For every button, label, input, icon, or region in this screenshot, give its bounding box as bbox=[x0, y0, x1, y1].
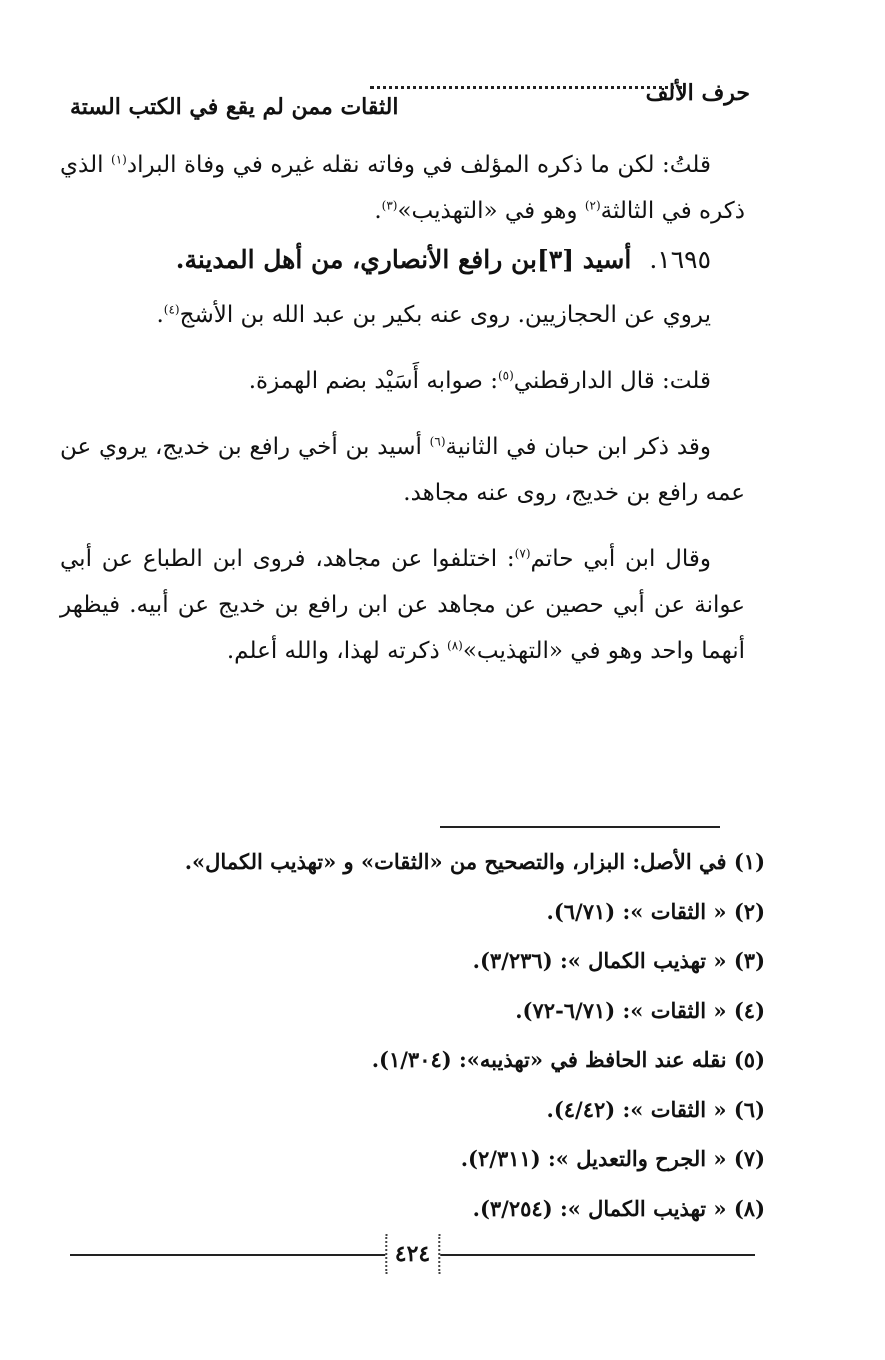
footnote-ref-2: (٢) bbox=[584, 198, 601, 213]
entry-number: ١٦٩٥. bbox=[649, 245, 711, 274]
entry-title: أسيد [٣]بن رافع الأنصاري، من أهل المدينة. bbox=[175, 245, 632, 274]
header-book-title: الثقات ممن لم يقع في الكتب الستة bbox=[70, 94, 399, 120]
footnote-item: (٦) « الثقات »: (٤/٤٢). bbox=[546, 1096, 765, 1122]
footnote-separator bbox=[440, 826, 720, 828]
footnote-ref-1: (١) bbox=[111, 152, 127, 167]
entry-heading bbox=[60, 238, 745, 282]
page-number: ٤٢٤ bbox=[385, 1234, 440, 1274]
page-footer bbox=[70, 1232, 755, 1282]
header-chapter-title: حرف الألف bbox=[645, 80, 750, 106]
main-text bbox=[60, 142, 745, 674]
footnote-item: (٧) « الجرح والتعديل »: (٢/٣١١). bbox=[460, 1146, 765, 1171]
paragraph-3: قلت: قال الدارقطني$^{(٥)}$: صوابه أَسَيْد بضم الهمزة. bbox=[248, 368, 711, 394]
footnote-ref-4: (٤) bbox=[163, 302, 180, 317]
footnote-item: (٣) « تهذيب الكمال »: (٣/٢٣٦). bbox=[472, 948, 765, 973]
footnote-ref-3: (٣) bbox=[381, 198, 398, 213]
paragraph-2: يروي عن الحجازيين. روى عنه بكير بن عبد الله بن الأشج$^{(٤)}$. bbox=[156, 302, 711, 328]
footnote-ref-5: (٥) bbox=[497, 368, 514, 383]
footnote-item: (٥) نقله عند الحافظ في «تهذيبه»: (١/٣٠٤). bbox=[371, 1047, 765, 1072]
paragraph-4: وقد ذكر ابن حبان في الثانية$^{(٦)}$ أسيد بن أخي رافع بن خديج، يروي عن عمه رافع بن خديج، روى عنه مجاهد. bbox=[60, 434, 745, 506]
footnote-item: (٨) « تهذيب الكمال »: (٣/٢٥٤). bbox=[472, 1195, 765, 1221]
footnote-ref-6: (٦) bbox=[429, 434, 446, 449]
footnote-ref-7: (٧) bbox=[514, 546, 531, 561]
running-header bbox=[70, 78, 750, 138]
footnote-ref-8: (٨) bbox=[447, 638, 463, 653]
footnote-item: (٤) « الثقات »: (٦/٧١-٧٢). bbox=[515, 997, 765, 1023]
footnotes bbox=[100, 842, 765, 1238]
paragraph-5: وقال ابن أبي حاتم$^{(٧)}$: اختلفوا عن مجاهد، فروى ابن الطباع عن أبي عوانة عن أبي حصين عن مجاهد عن ابن رافع بن خديج عن أبيه. فيظهر أنهما واحد وهو في «التهذيب»$^{(٨)}$ ذكرته لهذا، والله أعلم. bbox=[60, 546, 745, 664]
footnote-item: (١) في الأصل: البزار، والتصحيح من «الثقات» و «تهذيب الكمال». bbox=[184, 849, 765, 874]
footnote-item: (٢) « الثقات »: (٦/٧١). bbox=[546, 898, 765, 924]
header-dotted-leader bbox=[370, 86, 682, 89]
paragraph-1: قلتُ: لكن ما ذكره المؤلف في وفاته نقله غيره في وفاة البراد$^{(١)}$ الذي ذكره في الثالثة$^{(٢)}$ وهو في «التهذيب»$^{(٣)}$. bbox=[60, 152, 745, 224]
